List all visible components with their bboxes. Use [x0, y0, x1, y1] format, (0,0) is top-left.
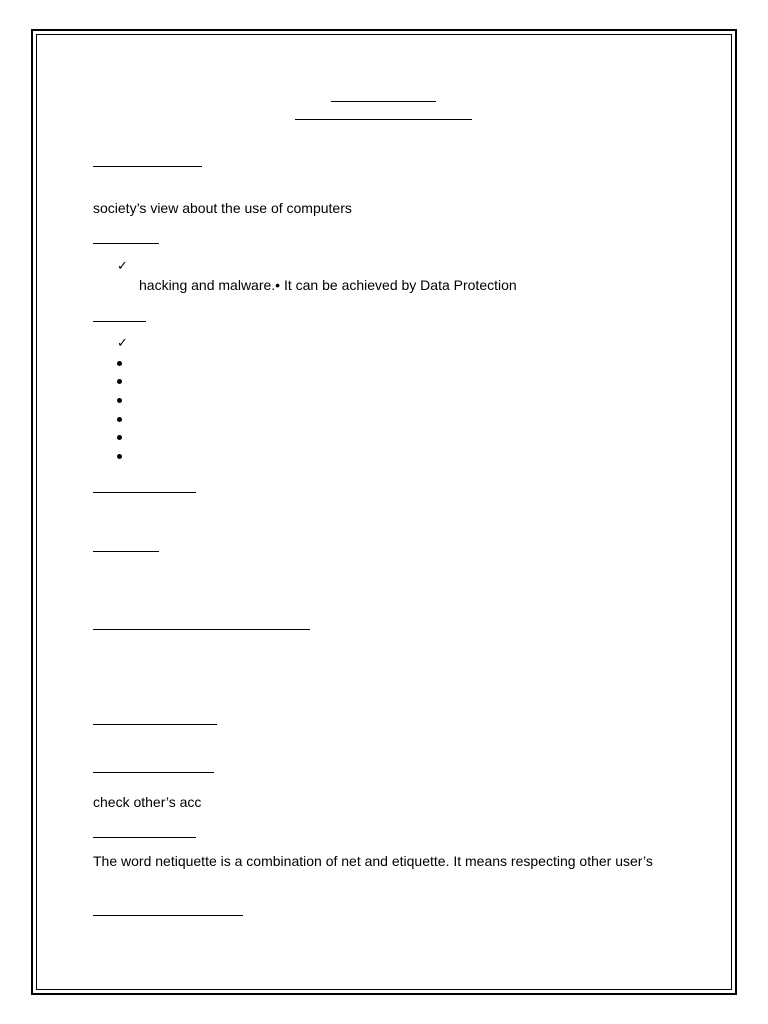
bullet-icon [117, 379, 122, 384]
heading-underline-5 [93, 551, 159, 552]
heading-underline-7 [93, 724, 217, 725]
paragraph-check: check other’s acc [93, 794, 202, 810]
bullet-icon [117, 361, 122, 366]
paragraph-hacking: hacking and malware.• It can be achieved by Data Protection [139, 277, 517, 293]
heading-underline-10 [93, 915, 243, 916]
checkmark-icon: ✓ [117, 335, 128, 350]
heading-underline-9 [93, 837, 196, 838]
heading-underline-2 [93, 243, 159, 244]
heading-underline-8 [93, 772, 214, 773]
heading-underline-4 [93, 492, 196, 493]
heading-underline-6 [93, 629, 310, 630]
page-border-inner [36, 34, 732, 990]
checkmark-icon: ✓ [117, 258, 128, 273]
paragraph-society: society’s view about the use of computers [93, 200, 352, 216]
heading-underline-1 [93, 166, 202, 167]
bullet-icon [117, 454, 122, 459]
bullet-icon [117, 417, 122, 422]
subtitle-underline [295, 119, 472, 120]
title-underline [331, 101, 436, 102]
bullet-icon [117, 435, 122, 440]
paragraph-netiquette: The word netiquette is a combination of net and etiquette. It means respecting other user’s [93, 853, 653, 869]
heading-underline-3 [93, 321, 146, 322]
bullet-icon [117, 398, 122, 403]
